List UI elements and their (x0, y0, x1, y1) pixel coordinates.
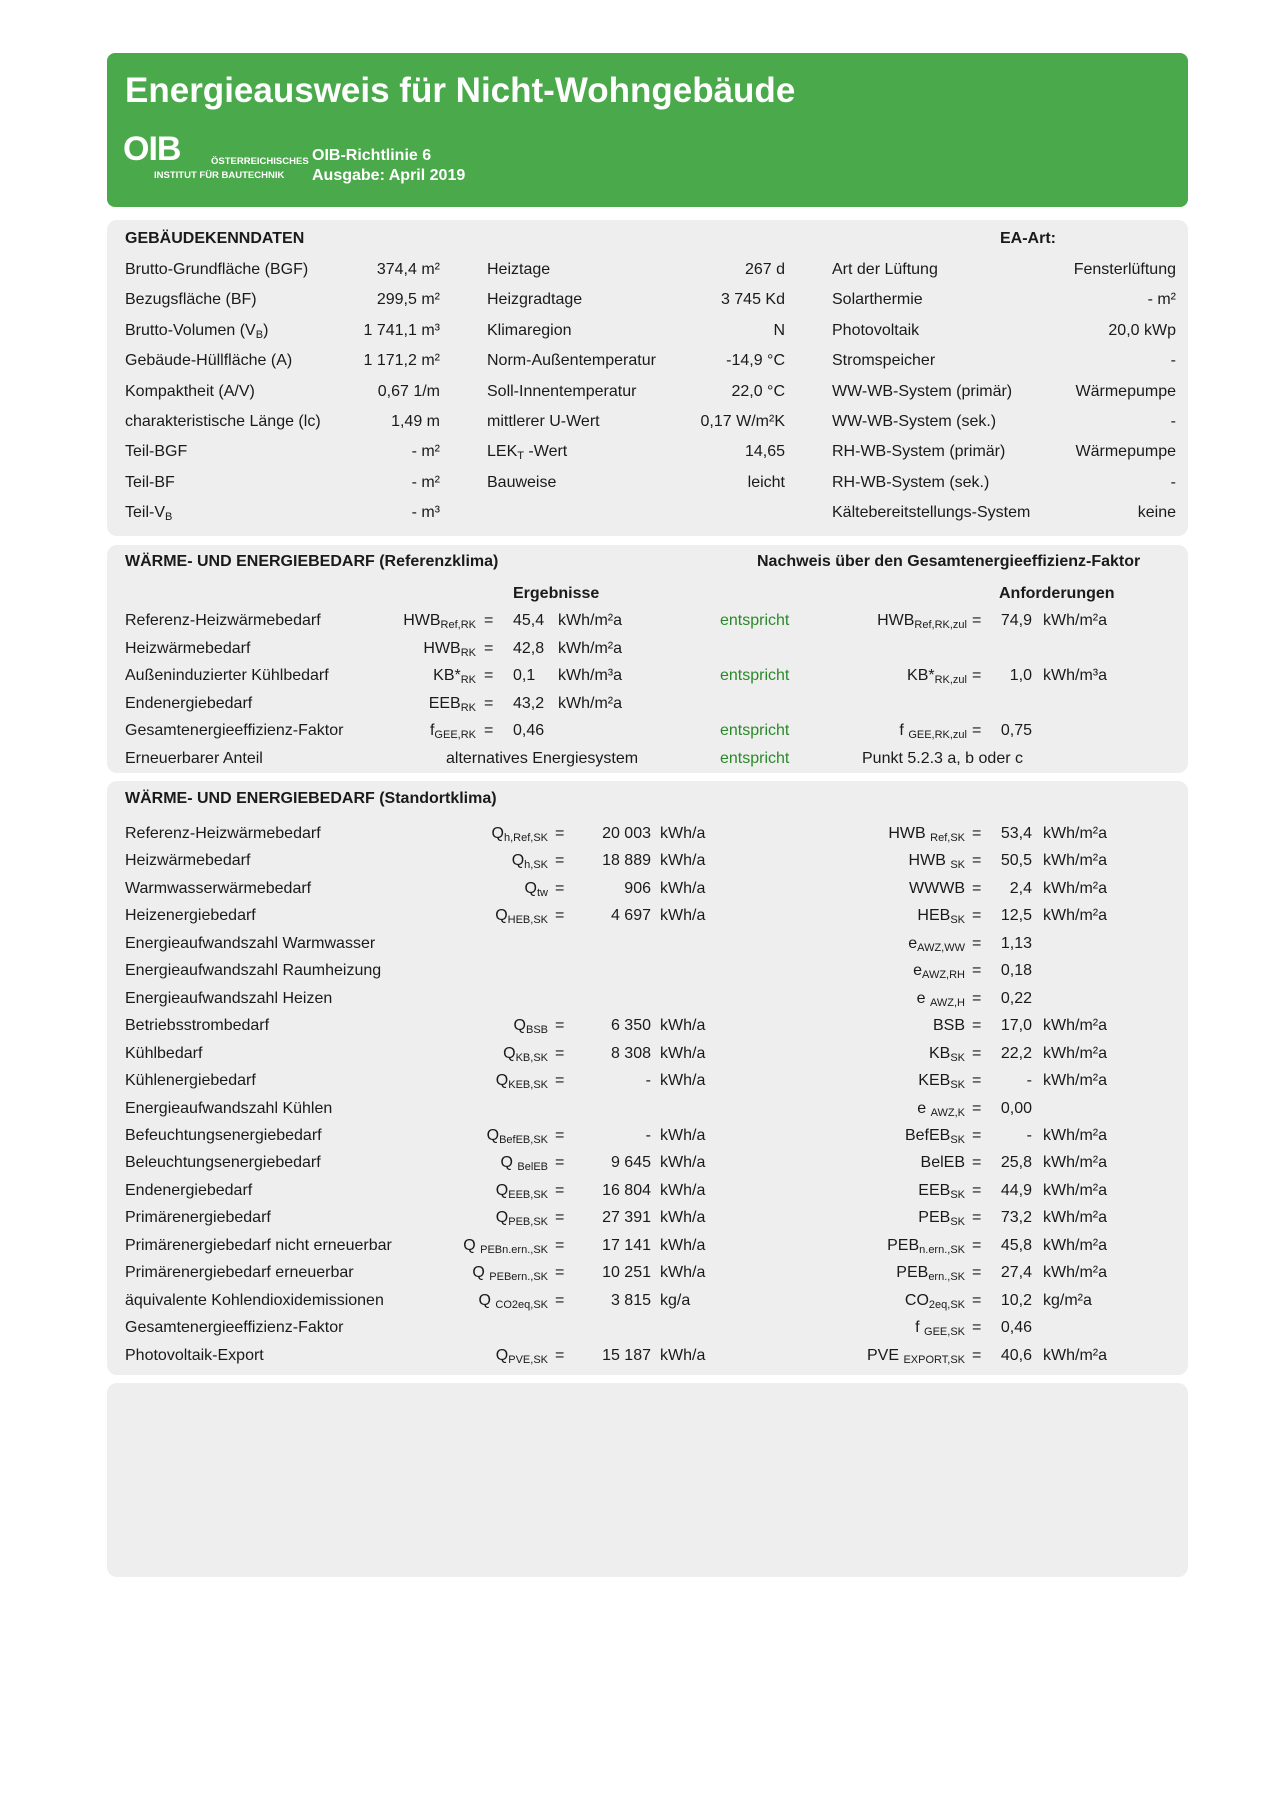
ergebnisse-header: Ergebnisse (513, 585, 600, 602)
richtlinie-info (312, 146, 465, 186)
standort-value-0: 53,4 (1000, 825, 1032, 842)
col1-label-1: Bezugsfläche (BF) (125, 291, 257, 309)
standort-value-9: - (1026, 1072, 1032, 1090)
col3-label-8: Kältebereitstellungs-System (832, 504, 1031, 522)
col3-value-5: - (1170, 413, 1176, 430)
col2-label-6: $LEK_T$ -Wert (487, 443, 568, 463)
ref-value-2: 0,1 (513, 667, 536, 684)
standort-label-13: Endenergiebedarf (125, 1181, 253, 1199)
col1-label-8: Teil-$V_B$ (125, 504, 173, 524)
standort-symbol-4: $e_{AWZ,WW}$ (908, 934, 965, 954)
ref-value-0: 45,4 (513, 612, 545, 629)
standort-q-symbol-16: Q $_{PEBern.,SK}$ (472, 1264, 548, 1284)
standort-q-eq-8: = (555, 1044, 565, 1062)
standort-q-symbol-8: $Q_{KB,SK}$ (503, 1044, 548, 1064)
standort-q-symbol-9: $Q_{KEB,SK}$ (495, 1072, 548, 1092)
standort-symbol-19: PVE $_{EXPORT,SK}$ (866, 1346, 965, 1366)
standort-value-6: 0,22 (1000, 989, 1032, 1007)
oib-logo-line2: INSTITUT FÜR BAUTECHNIK (154, 170, 285, 181)
erneuerbar-label: Erneuerbarer Anteil (125, 749, 263, 767)
standort-q-eq-15: = (555, 1236, 565, 1254)
standort-symbol-13: $EEB_{SK}$ (918, 1181, 965, 1201)
standort-value-4: 1,13 (1000, 934, 1032, 952)
standort-eq-8: = (972, 1044, 982, 1062)
col3-value-1: - m² (1147, 291, 1176, 309)
ref-status-4: entspricht (720, 722, 790, 739)
col2-label-2: Klimaregion (487, 321, 572, 339)
standort-value-3: 12,5 (1000, 907, 1032, 925)
ref-req-eq-0: = (972, 612, 982, 629)
standort-eq-0: = (972, 825, 982, 842)
standort-q-unit-13: kWh/a (660, 1181, 706, 1199)
col2-value-7: leicht (747, 473, 785, 491)
col3-value-3: - (1170, 352, 1176, 370)
col3-value-6: Wärmepumpe (1075, 443, 1176, 461)
col2-value-0: 267 d (744, 261, 785, 278)
standort-q-symbol-12: Q $_{BelEB}$ (500, 1154, 548, 1174)
standort-q-eq-11: = (555, 1126, 565, 1144)
standort-eq-17: = (972, 1291, 982, 1309)
standort-symbol-8: $KB_{SK}$ (928, 1044, 965, 1064)
col3-label-6: RH-WB-System (primär) (832, 443, 1006, 461)
standort-eq-13: = (972, 1181, 982, 1199)
standort-value-15: 45,8 (1000, 1236, 1032, 1254)
standort-label-7: Betriebsstrombedarf (125, 1017, 270, 1035)
standort-label-3: Heizenergiebedarf (125, 907, 256, 925)
col3-value-4: Wärmepumpe (1075, 382, 1176, 400)
standort-q-symbol-3: $Q_{HEB,SK}$ (495, 907, 548, 927)
standort-q-eq-0: = (555, 825, 565, 842)
standort-q-unit-14: kWh/a (660, 1209, 706, 1227)
standort-unit-19: kWh/m²a (1043, 1346, 1107, 1364)
standort-label-9: Kühlenergiebedarf (125, 1072, 256, 1090)
empty-panel (107, 1383, 1188, 1577)
standort-value-11: - (1026, 1126, 1032, 1144)
ref-req-symbol-2: $KB*_{RK,zul}$ (907, 667, 967, 686)
standort-q-unit-11: kWh/a (660, 1126, 706, 1144)
col2-label-4: Soll-Innentemperatur (487, 382, 637, 400)
col2-label-7: Bauweise (487, 473, 557, 491)
standort-q-unit-9: kWh/a (660, 1072, 706, 1090)
standort-symbol-14: $PEB_{SK}$ (918, 1209, 965, 1229)
standort-eq-14: = (972, 1209, 982, 1227)
standort-q-value-2: 906 (624, 879, 651, 897)
standort-q-value-11: - (645, 1126, 651, 1144)
col3-label-1: Solarthermie (832, 291, 923, 309)
standort-label-4: Energieaufwandszahl Warmwasser (125, 934, 376, 952)
ref-req-eq-4: = (972, 722, 982, 739)
standort-symbol-16: $PEB_{ern.,SK}$ (896, 1264, 965, 1284)
ref-symbol-3: $EEB_{RK}$ (428, 694, 476, 714)
col2-label-1: Heizgradtage (487, 291, 583, 309)
standort-q-symbol-15: Q $_{PEBn.ern.,SK}$ (463, 1236, 548, 1256)
standort-q-eq-3: = (555, 907, 565, 925)
standort-label-18: Gesamtenergieeffizienz-Faktor (125, 1319, 344, 1337)
ref-req-unit-2: kWh/m³a (1043, 667, 1107, 684)
col2-label-0: Heiztage (487, 261, 551, 278)
standort-eq-11: = (972, 1126, 982, 1144)
standort-q-unit-15: kWh/a (660, 1236, 706, 1254)
standort-eq-18: = (972, 1319, 982, 1337)
standort-q-eq-16: = (555, 1264, 565, 1282)
standort-symbol-7: BSB (932, 1017, 965, 1035)
standort-value-10: 0,00 (1000, 1099, 1032, 1117)
standort-value-18: 0,46 (1000, 1319, 1032, 1337)
standort-value-1: 50,5 (1000, 852, 1032, 870)
standort-title: WÄRME- UND ENERGIEBEDARF (Standortklima) (125, 790, 497, 807)
standort-label-6: Energieaufwandszahl Heizen (125, 989, 333, 1007)
standort-unit-7: kWh/m²a (1043, 1017, 1107, 1035)
standort-value-2: 2,4 (1009, 879, 1032, 897)
standort-q-symbol-11: $Q_{BefEB,SK}$ (486, 1126, 548, 1146)
ref-req-symbol-4: f $_{GEE,RK,zul}$ (899, 722, 967, 741)
ref-req-value-2: 1,0 (1009, 667, 1032, 684)
standort-label-12: Beleuchtungsenergiebedarf (125, 1154, 321, 1172)
col2-label-3: Norm-Außentemperatur (487, 352, 656, 370)
standort-q-symbol-7: $Q_{BSB}$ (513, 1017, 548, 1037)
ref-symbol-4: $f_{GEE,RK}$ (429, 722, 476, 741)
standort-q-symbol-13: $Q_{EEB,SK}$ (495, 1181, 548, 1201)
standort-value-7: 17,0 (1000, 1017, 1032, 1035)
standort-unit-0: kWh/m²a (1043, 825, 1107, 842)
standort-q-eq-14: = (555, 1209, 565, 1227)
standort-unit-14: kWh/m²a (1043, 1209, 1107, 1227)
standort-unit-17: kg/m²a (1043, 1291, 1092, 1309)
standort-eq-10: = (972, 1099, 982, 1117)
standort-q-unit-12: kWh/a (660, 1154, 706, 1172)
standort-symbol-17: $CO_{2eq,SK}$ (904, 1291, 965, 1311)
col3-label-3: Stromspeicher (832, 352, 936, 370)
col3-label-4: WW-WB-System (primär) (832, 382, 1013, 400)
standort-label-10: Energieaufwandszahl Kühlen (125, 1099, 333, 1117)
erneuerbar-text: alternatives Energiesystem (446, 749, 639, 767)
standort-eq-9: = (972, 1072, 982, 1090)
standort-symbol-6: e $_{AWZ,H}$ (916, 989, 965, 1009)
document-title: Energieausweis für Nicht-Wohngebäude (125, 71, 796, 110)
col3-label-7: RH-WB-System (sek.) (832, 473, 990, 491)
standort-q-unit-16: kWh/a (660, 1264, 706, 1282)
col3-value-8: keine (1137, 504, 1176, 522)
standort-symbol-5: $e_{AWZ,RH}$ (913, 962, 965, 982)
standort-q-eq-12: = (555, 1154, 565, 1172)
col3-label-2: Photovoltaik (832, 321, 920, 339)
standort-unit-13: kWh/m²a (1043, 1181, 1107, 1199)
ref-value-4: 0,46 (513, 722, 545, 739)
standort-label-14: Primärenergiebedarf (125, 1209, 271, 1227)
standort-symbol-3: $HEB_{SK}$ (917, 907, 965, 927)
erneuerbar-requirement: Punkt 5.2.3 a, b oder c (862, 749, 1023, 767)
standort-q-value-1: 18 889 (602, 852, 651, 870)
standort-symbol-10: e $_{AWZ,K}$ (917, 1099, 965, 1119)
ref-eq-1: = (484, 639, 494, 657)
richtlinie-label: OIB-Richtlinie 6 (312, 147, 432, 164)
kenndaten-title: GEBÄUDEKENNDATEN (125, 230, 305, 247)
standort-q-symbol-1: $Q_{h,SK}$ (511, 852, 548, 872)
document-header (107, 53, 1188, 207)
ref-req-value-4: 0,75 (1000, 722, 1032, 739)
col1-label-0: Brutto-Grundfläche (BGF) (125, 261, 309, 278)
referenz-title: WÄRME- UND ENERGIEBEDARF (Referenzklima) (125, 553, 499, 570)
ref-status-0: entspricht (720, 612, 790, 629)
standort-unit-15: kWh/m²a (1043, 1236, 1107, 1254)
standort-value-13: 44,9 (1000, 1181, 1032, 1199)
standort-q-unit-8: kWh/a (660, 1044, 706, 1062)
ref-unit-1: kWh/m²a (558, 639, 622, 657)
standort-eq-4: = (972, 934, 982, 952)
ref-unit-0: kWh/m²a (558, 612, 622, 629)
standort-q-value-9: - (645, 1072, 651, 1090)
standort-label-0: Referenz-Heizwärmebedarf (125, 825, 321, 842)
standort-symbol-9: $KEB_{SK}$ (918, 1072, 965, 1092)
standort-label-15: Primärenergiebedarf nicht erneuerbar (125, 1236, 392, 1254)
standort-label-2: Warmwasserwärmebedarf (125, 879, 312, 897)
standort-q-symbol-19: $Q_{PVE,SK}$ (495, 1346, 548, 1366)
ref-eq-2: = (484, 667, 494, 684)
ref-eq-3: = (484, 694, 494, 712)
col1-label-3: Gebäude-Hüllfläche (A) (125, 352, 293, 370)
col1-label-2: Brutto-Volumen $(V_B)$ (125, 321, 269, 341)
ref-symbol-0: $HWB_{Ref,RK}$ (403, 612, 476, 631)
ref-value-1: 42,8 (513, 639, 545, 657)
ref-eq-0: = (484, 612, 494, 629)
col1-value-0: 374,4 m² (376, 261, 440, 278)
standort-q-symbol-14: $Q_{PEB,SK}$ (495, 1209, 548, 1229)
standort-eq-19: = (972, 1346, 982, 1364)
standort-unit-1: kWh/m²a (1043, 852, 1107, 870)
anforderungen-header: Anforderungen (999, 585, 1115, 602)
ref-label-0: Referenz-Heizwärmebedarf (125, 612, 321, 629)
col3-label-0: Art der Lüftung (832, 261, 938, 278)
standort-value-17: 10,2 (1000, 1291, 1032, 1309)
ea-art-label: EA-Art: (1000, 230, 1056, 247)
ref-symbol-1: $HWB_{RK}$ (423, 639, 476, 659)
standort-symbol-1: HWB $_{SK}$ (908, 852, 965, 872)
standort-eq-15: = (972, 1236, 982, 1254)
standort-label-16: Primärenergiebedarf erneuerbar (125, 1264, 354, 1282)
ref-symbol-2: $KB*_{RK}$ (433, 667, 476, 686)
col1-value-5: 1,49 m (391, 413, 440, 430)
col1-value-1: 299,5 m² (376, 291, 440, 309)
standort-q-value-19: 15 187 (602, 1346, 651, 1364)
standort-q-unit-17: kg/a (660, 1291, 691, 1309)
standort-q-unit-2: kWh/a (660, 879, 706, 897)
standort-eq-16: = (972, 1264, 982, 1282)
standort-unit-11: kWh/m²a (1043, 1126, 1107, 1144)
ref-unit-2: kWh/m³a (558, 667, 622, 684)
ref-status-2: entspricht (720, 667, 790, 684)
erneuerbar-status: entspricht (720, 749, 790, 767)
standort-q-value-8: 8 308 (610, 1044, 651, 1062)
standort-label-5: Energieaufwandszahl Raumheizung (125, 962, 382, 980)
ref-label-3: Endenergiebedarf (125, 694, 253, 712)
standort-unit-2: kWh/m²a (1043, 879, 1107, 897)
standort-q-value-14: 27 391 (602, 1209, 651, 1227)
col1-value-2: 1 741,1 m³ (363, 321, 440, 339)
col1-value-8: - m³ (411, 504, 440, 522)
ref-req-eq-2: = (972, 667, 982, 684)
col2-value-3: -14,9 °C (726, 352, 785, 370)
standort-q-value-15: 17 141 (602, 1236, 651, 1254)
standort-q-unit-19: kWh/a (660, 1346, 706, 1364)
standort-value-19: 40,6 (1000, 1346, 1032, 1364)
standort-q-unit-0: kWh/a (660, 825, 706, 842)
standort-symbol-11: BefEB$_{SK}$ (904, 1126, 965, 1146)
standort-label-11: Befeuchtungsenergiebedarf (125, 1126, 322, 1144)
standort-unit-3: kWh/m²a (1043, 907, 1107, 925)
ref-eq-4: = (484, 722, 494, 739)
standort-eq-6: = (972, 989, 982, 1007)
oib-logo-line1: ÖSTERREICHISCHES (211, 156, 309, 167)
col1-label-4: Kompaktheit (A/V) (125, 382, 255, 400)
standort-q-value-3: 4 697 (610, 907, 651, 925)
col2-value-2: N (773, 321, 785, 339)
col2-value-1: 3 745 Kd (720, 291, 785, 309)
standort-q-symbol-0: $Q_{h,Ref,SK}$ (491, 825, 548, 844)
standort-q-eq-2: = (555, 879, 565, 897)
ref-label-4: Gesamtenergieeffizienz-Faktor (125, 722, 344, 739)
standort-q-symbol-17: Q $_{CO2eq,SK}$ (478, 1291, 548, 1311)
standort-eq-5: = (972, 962, 982, 980)
standort-unit-9: kWh/m²a (1043, 1072, 1107, 1090)
standort-q-value-12: 9 645 (610, 1154, 651, 1172)
ref-unit-3: kWh/m²a (558, 694, 622, 712)
oib-logo-mark: OIB (123, 130, 181, 168)
standort-value-14: 73,2 (1000, 1209, 1032, 1227)
standort-q-unit-3: kWh/a (660, 907, 706, 925)
standort-unit-16: kWh/m²a (1043, 1264, 1107, 1282)
nachweis-title: Nachweis über den Gesamtenergieeffizienz-Faktor (757, 553, 1141, 570)
standort-unit-8: kWh/m²a (1043, 1044, 1107, 1062)
standort-value-8: 22,2 (1000, 1044, 1032, 1062)
standort-q-unit-1: kWh/a (660, 852, 706, 870)
ref-req-symbol-0: $HWB_{Ref,RK,zul}$ (877, 612, 967, 631)
standort-eq-2: = (972, 879, 982, 897)
col1-value-7: - m² (411, 473, 440, 491)
standort-symbol-15: $PEB_{n.ern.,SK}$ (887, 1236, 965, 1256)
standort-label-1: Heizwärmebedarf (125, 852, 251, 870)
standort-q-eq-17: = (555, 1291, 565, 1309)
ausgabe-label: Ausgabe: April 2019 (312, 167, 466, 184)
standort-eq-7: = (972, 1017, 982, 1035)
standort-symbol-18: f $_{GEE,SK}$ (915, 1319, 965, 1339)
col3-value-2: 20,0 kWp (1108, 321, 1176, 339)
standort-eq-1: = (972, 852, 982, 870)
col3-value-7: - (1170, 473, 1176, 491)
standort-value-5: 0,18 (1000, 962, 1032, 980)
standort-q-value-17: 3 815 (610, 1291, 651, 1309)
standort-q-eq-7: = (555, 1017, 565, 1035)
ref-req-unit-0: kWh/m²a (1043, 612, 1107, 629)
standort-label-8: Kühlbedarf (125, 1044, 203, 1062)
standort-q-eq-1: = (555, 852, 565, 870)
standort-q-value-0: 20 003 (602, 825, 651, 842)
standort-symbol-12: BelEB (920, 1154, 965, 1172)
standort-eq-12: = (972, 1154, 982, 1172)
standort-q-unit-7: kWh/a (660, 1017, 706, 1035)
standort-unit-12: kWh/m²a (1043, 1154, 1107, 1172)
col1-label-7: Teil-BF (125, 473, 175, 491)
col3-label-5: WW-WB-System (sek.) (832, 413, 997, 430)
standort-q-eq-13: = (555, 1181, 565, 1199)
standort-q-eq-19: = (555, 1346, 565, 1364)
standort-symbol-0: HWB $_{Ref,SK}$ (888, 825, 965, 844)
standort-q-eq-9: = (555, 1072, 565, 1090)
col1-value-6: - m² (411, 443, 440, 461)
standort-label-17: äquivalente Kohlendioxidemissionen (125, 1291, 384, 1309)
col1-value-4: 0,67 1/m (377, 382, 440, 400)
standort-eq-3: = (972, 907, 982, 925)
col1-value-3: 1 171,2 m² (363, 352, 440, 370)
ref-label-2: Außeninduzierter Kühlbedarf (125, 667, 329, 684)
ref-label-1: Heizwärmebedarf (125, 639, 251, 657)
oib-logo (121, 130, 309, 184)
standort-value-16: 27,4 (1000, 1264, 1032, 1282)
standort-value-12: 25,8 (1000, 1154, 1032, 1172)
standort-q-value-7: 6 350 (610, 1017, 651, 1035)
ref-req-value-0: 74,9 (1000, 612, 1032, 629)
standort-label-19: Photovoltaik-Export (125, 1346, 264, 1364)
col1-label-5: charakteristische Länge (lc) (125, 413, 321, 430)
standort-symbol-2: WWWB (909, 879, 965, 897)
ref-value-3: 43,2 (513, 694, 545, 712)
col2-value-4: 22,0 °C (731, 382, 785, 400)
col3-value-0: Fensterlüftung (1073, 261, 1176, 278)
standort-q-value-16: 10 251 (602, 1264, 651, 1282)
col2-label-5: mittlerer U-Wert (487, 413, 600, 430)
standort-q-symbol-2: $Q_{tw}$ (524, 879, 548, 899)
standort-q-value-13: 16 804 (602, 1181, 651, 1199)
col1-label-6: Teil-BGF (125, 443, 188, 461)
col2-value-5: 0,17 W/m²K (700, 413, 785, 430)
col2-value-6: 14,65 (744, 443, 785, 461)
